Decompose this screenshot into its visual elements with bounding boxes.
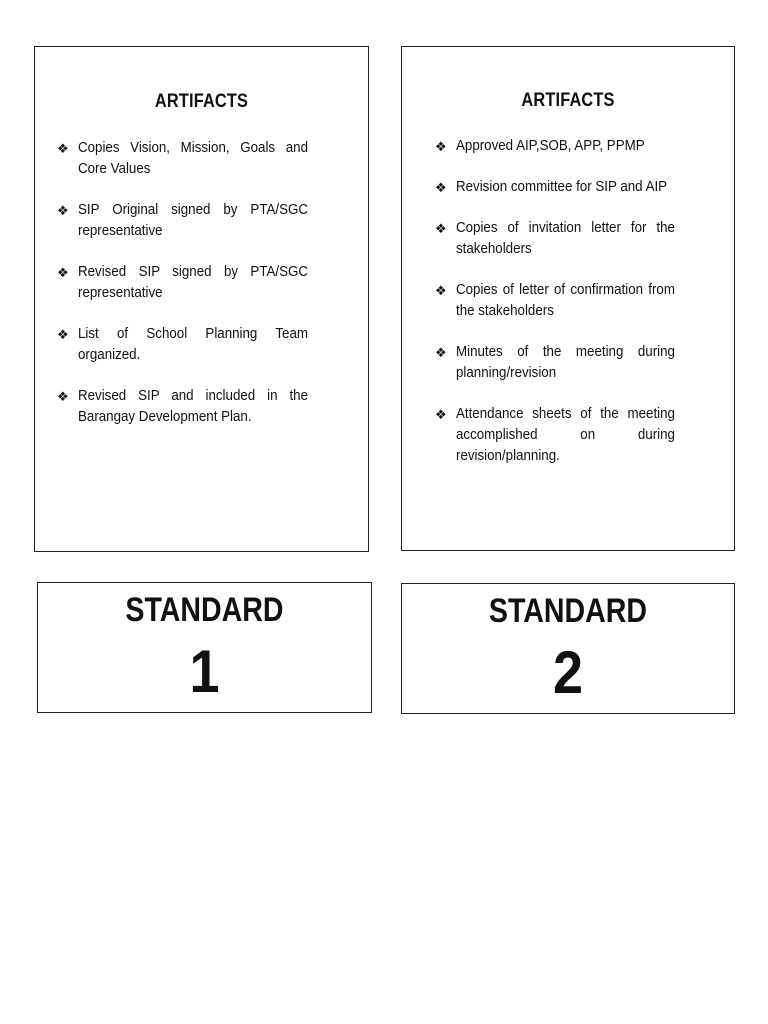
artifacts-list bbox=[57, 138, 328, 448]
artifacts-card-standard-2 bbox=[401, 46, 735, 551]
artifact-text: Approved AIP,SOB, APP, PPMP bbox=[456, 138, 645, 154]
diamond-bullet-icon: ❖ bbox=[435, 180, 447, 195]
diamond-bullet-icon: ❖ bbox=[57, 141, 69, 156]
artifacts-list bbox=[435, 136, 694, 487]
list-item bbox=[435, 218, 694, 260]
list-item bbox=[57, 138, 328, 180]
artifacts-title: ARTIFACTS bbox=[154, 91, 249, 112]
standard-number: 1 bbox=[189, 638, 220, 705]
artifact-text: SIP Original signed by PTA/SGC representative bbox=[78, 202, 308, 239]
artifact-text: Minutes of the meeting during planning/revision bbox=[456, 344, 675, 381]
artifact-text: Attendance sheets of the meeting accomplished on during revision/planning. bbox=[456, 406, 675, 464]
standard-card-2 bbox=[401, 583, 735, 714]
diamond-bullet-icon: ❖ bbox=[435, 139, 447, 154]
standard-label: STANDARD bbox=[125, 591, 284, 629]
artifact-text: Revised SIP signed by PTA/SGC representative bbox=[78, 264, 308, 301]
artifact-text: List of School Planning Team organized. bbox=[78, 326, 308, 363]
diamond-bullet-icon: ❖ bbox=[57, 203, 69, 218]
standard-number: 2 bbox=[552, 639, 584, 706]
list-item bbox=[57, 324, 328, 366]
artifact-text: Copies Vision, Mission, Goals and Core Values bbox=[78, 140, 308, 177]
diamond-bullet-icon: ❖ bbox=[57, 389, 69, 404]
artifacts-title: ARTIFACTS bbox=[521, 90, 615, 111]
list-item bbox=[435, 404, 694, 467]
diamond-bullet-icon: ❖ bbox=[435, 345, 447, 360]
artifact-text: Revised SIP and included in the Barangay Development Plan. bbox=[78, 388, 308, 425]
artifacts-card-standard-1 bbox=[34, 46, 369, 552]
list-item bbox=[435, 177, 694, 198]
standard-card-1 bbox=[37, 582, 372, 713]
diamond-bullet-icon: ❖ bbox=[435, 407, 447, 422]
artifact-text: Revision committee for SIP and AIP bbox=[456, 179, 668, 195]
list-item bbox=[435, 136, 694, 157]
diamond-bullet-icon: ❖ bbox=[57, 265, 69, 280]
diamond-bullet-icon: ❖ bbox=[57, 327, 69, 342]
artifact-text: Copies of invitation letter for the stakeholders bbox=[456, 220, 675, 257]
list-item bbox=[435, 342, 694, 384]
diamond-bullet-icon: ❖ bbox=[435, 283, 447, 298]
list-item bbox=[57, 386, 328, 428]
artifact-text: Copies of letter of confirmation from the stakeholders bbox=[456, 282, 675, 319]
diamond-bullet-icon: ❖ bbox=[435, 221, 447, 236]
list-item bbox=[435, 280, 694, 322]
list-item bbox=[57, 262, 328, 304]
standard-label: STANDARD bbox=[488, 592, 648, 630]
list-item bbox=[57, 200, 328, 242]
